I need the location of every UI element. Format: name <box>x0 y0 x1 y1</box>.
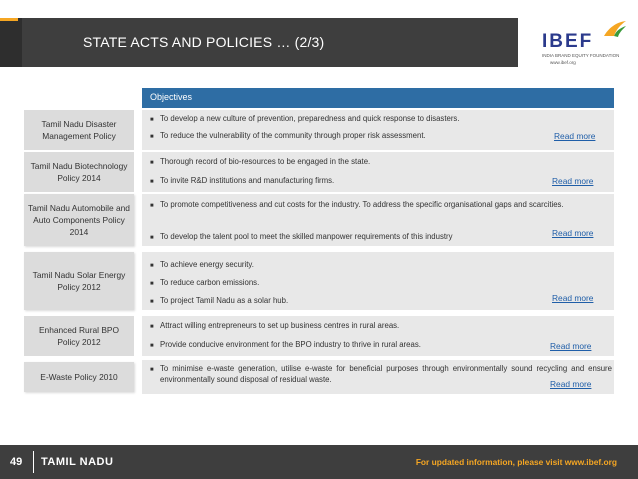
policy-name: Tamil Nadu Disaster Management Policy <box>24 110 134 150</box>
read-more-link[interactable]: Read more <box>554 131 596 141</box>
objective-bullet: ■ To invite R&D institutions and manufacturing firms. <box>150 176 335 185</box>
ibef-bird-icon <box>602 20 628 38</box>
ibef-logo <box>542 20 634 68</box>
policy-name: Tamil Nadu Biotechnology Policy 2014 <box>24 152 134 192</box>
slide-footer <box>0 445 638 479</box>
page-title: STATE ACTS AND POLICIES … (2/3) <box>83 34 325 50</box>
page-number: 49 <box>10 456 23 468</box>
read-more-link[interactable]: Read more <box>550 379 592 389</box>
title-bar <box>0 18 518 67</box>
policy-name: Tamil Nadu Automobile and Auto Components Policy 2014 <box>24 194 134 246</box>
logo-text: IBEF <box>542 31 594 52</box>
title-accent <box>0 18 22 67</box>
objectives-row <box>142 152 614 192</box>
read-more-link[interactable]: Read more <box>552 176 594 186</box>
objectives-label: Objectives <box>150 92 193 102</box>
read-more-link[interactable]: Read more <box>550 341 592 351</box>
objectives-row <box>142 360 614 394</box>
objective-bullet: ■ To promote competitiveness and cut costs for the industry. To address the specific organisational gaps and scarcities. <box>150 200 564 209</box>
slide-header <box>0 0 638 79</box>
footer-note: For updated information, please visit www.ibef.org <box>415 457 617 467</box>
objective-bullet: ■ To minimise e-waste generation, utilise e-waste for beneficial purposes through environmentally sound recycling and ensure environmentally sound disposal of residual waste. <box>150 364 612 384</box>
objective-bullet: ■ To project Tamil Nadu as a solar hub. <box>150 296 289 305</box>
objective-bullet: ■ To develop a new culture of prevention, preparedness and quick response to disasters. <box>150 114 460 123</box>
objective-bullet: ■ To develop the talent pool to meet the skilled manpower requirements of this industry <box>150 232 453 241</box>
policy-name: Tamil Nadu Solar Energy Policy 2012 <box>24 252 134 310</box>
objectives-row <box>142 252 614 310</box>
logo-url: www.ibef.org <box>550 60 576 65</box>
logo-tagline: INDIA BRAND EQUITY FOUNDATION <box>542 53 620 58</box>
title-tick <box>0 18 18 21</box>
objective-bullet: ■ Provide conducive environment for the BPO industry to thrive in rural areas. <box>150 340 421 349</box>
objective-bullet: ■ To achieve energy security. <box>150 260 254 269</box>
objectives-row <box>142 316 614 356</box>
objective-bullet: ■ To reduce carbon emissions. <box>150 278 260 287</box>
state-name: TAMIL NADU <box>41 456 114 468</box>
policy-name: Enhanced Rural BPO Policy 2012 <box>24 316 134 356</box>
objectives-row <box>142 194 614 246</box>
policy-name: E-Waste Policy 2010 <box>24 362 134 392</box>
objectives-row <box>142 110 614 150</box>
objective-bullet: ■ To reduce the vulnerability of the community through proper risk assessment. <box>150 131 426 140</box>
objective-bullet: ■ Attract willing entrepreneurs to set up business centres in rural areas. <box>150 321 400 330</box>
read-more-link[interactable]: Read more <box>552 228 594 238</box>
footer-divider <box>33 451 34 473</box>
objectives-header <box>142 88 614 108</box>
objective-bullet: ■ Thorough record of bio-resources to be engaged in the state. <box>150 157 371 166</box>
read-more-link[interactable]: Read more <box>552 293 594 303</box>
